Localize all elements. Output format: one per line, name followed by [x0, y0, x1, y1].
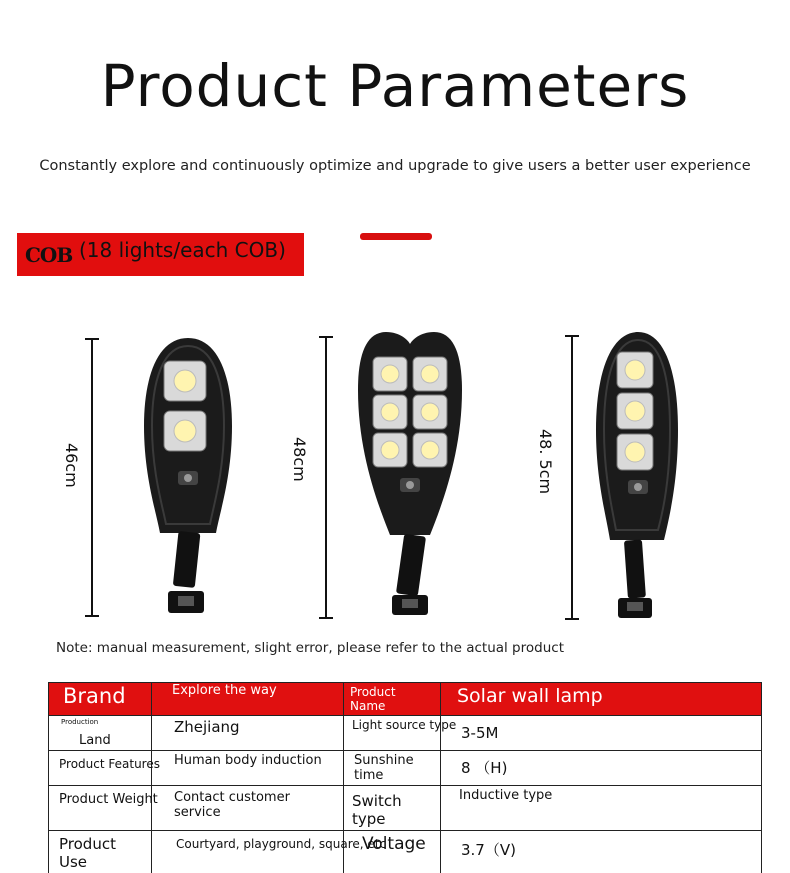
- row-key-2: Light source type: [344, 716, 441, 751]
- parameter-table: [48, 682, 762, 873]
- brand-label: Brand: [49, 683, 152, 716]
- product-name-value: Solar wall lamp: [441, 683, 762, 716]
- row-value-2: Inductive type: [441, 786, 762, 831]
- row-key: Product Features: [49, 751, 152, 786]
- table-row: [49, 831, 762, 873]
- row-value: Zhejiang: [152, 716, 344, 751]
- page-subtitle: Constantly explore and continuously optimize and upgrade to give users a better user experience: [39, 158, 751, 174]
- lamp2-height-label: 48cm: [290, 437, 309, 482]
- row-value-2: 3.7（V): [441, 831, 762, 873]
- row-value-2: 3-5M: [441, 716, 762, 751]
- row-key-main: Land: [79, 733, 111, 748]
- table-row: [49, 751, 762, 786]
- cob-prefix: COB: [25, 243, 73, 267]
- page-title: Product Parameters: [100, 52, 690, 120]
- row-value-2: 8 （H): [441, 751, 762, 786]
- row-key: Product Use: [49, 831, 152, 873]
- row-value: Human body induction: [152, 751, 344, 786]
- row-key-2: Voltage: [344, 831, 441, 873]
- lamp3-height-label: 48. 5cm: [536, 429, 555, 495]
- product-name-label: Product Name: [344, 683, 441, 716]
- table-row: [49, 786, 762, 831]
- cob-description: (18 lights/each COB): [79, 238, 286, 262]
- brand-value: Explore the way: [152, 683, 344, 716]
- row-key-2: Sunshine time: [344, 751, 441, 786]
- six-cob-lamp-image: [356, 330, 464, 620]
- row-value: Contact customer service: [152, 786, 344, 831]
- row-key: [49, 716, 152, 751]
- table-header-row: [49, 683, 762, 716]
- cob-banner: [17, 233, 304, 276]
- row-key-2: Switch type: [344, 786, 441, 831]
- row-value: Courtyard, playground, square, etc: [152, 831, 344, 873]
- three-cob-lamp-image: [592, 330, 682, 622]
- accent-divider: [360, 233, 432, 240]
- measurement-note: Note: manual measurement, slight error, please refer to the actual product: [56, 640, 564, 656]
- row-key: Product Weight: [49, 786, 152, 831]
- table-row: [49, 716, 762, 751]
- row-key-small: Production: [61, 718, 99, 726]
- lamp1-height-label: 46cm: [62, 443, 81, 488]
- two-cob-lamp-image: [138, 336, 238, 621]
